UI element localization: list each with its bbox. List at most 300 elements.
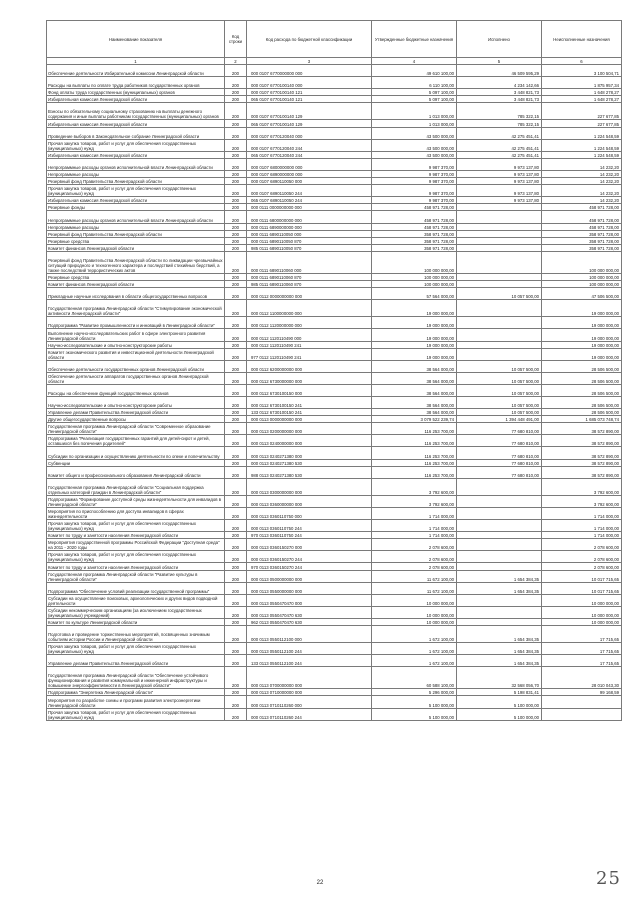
- row-unexecuted-cell: 1 714 000,00: [542, 532, 622, 539]
- row-kbk-cell: 000 0112 0000000000 000: [247, 288, 372, 300]
- row-approved-cell: 116 253 700,00: [372, 459, 457, 466]
- row-name-cell: Управление делами Правительства Ленинградской области: [47, 655, 225, 667]
- row-name-cell: Подпрограмма "Реализация государственных гарантий для детей-сирот и детей, оставшихся без попечения родителей": [47, 435, 225, 447]
- row-unexecuted-cell: 1 714 000,00: [542, 520, 622, 532]
- table-row: [47, 65, 622, 77]
- column-number: 6: [542, 58, 622, 65]
- row-kbk-cell: 133 0112 6730100150 241: [247, 409, 372, 416]
- row-executed-cell: [457, 507, 542, 519]
- row-kbk-cell: 985 0111 6890110050 870: [247, 244, 372, 251]
- table-row: [47, 329, 622, 341]
- row-executed-cell: 5 100 000,00: [457, 696, 542, 708]
- row-executed-cell: 42 275 451,41: [457, 151, 542, 158]
- row-code-cell: 200: [225, 139, 247, 151]
- table-row: [47, 423, 622, 435]
- row-name-cell: Расходы на выплаты по оплате труда работников государственных органов: [47, 77, 225, 89]
- row-kbk-cell: 000 0113 0360110750 000: [247, 507, 372, 519]
- table-row: [47, 606, 622, 618]
- row-approved-cell: 1 013 000,00: [372, 103, 457, 120]
- row-unexecuted-cell: 100 000 000,00: [542, 251, 622, 273]
- row-code-cell: 200: [225, 77, 247, 89]
- row-code-cell: 200: [225, 185, 247, 197]
- row-code-cell: 200: [225, 539, 247, 551]
- row-kbk-cell: 000 0112 6730100150 241: [247, 397, 372, 409]
- row-name-cell: Государственная программа Ленинградской области "Социальная поддержка отдельных категорий граждан в Ленинградской области": [47, 478, 225, 495]
- row-approved-cell: 11 672 100,00: [372, 582, 457, 594]
- row-kbk-cell: 000 0113 0710000000 000: [247, 689, 372, 696]
- column-number-row: [47, 58, 622, 65]
- table-row: [47, 667, 622, 689]
- table-row: [47, 89, 622, 96]
- row-unexecuted-cell: 14 232,20: [542, 158, 622, 170]
- row-code-cell: 200: [225, 329, 247, 341]
- row-approved-cell: 38 564 000,00: [372, 397, 457, 409]
- row-approved-cell: 5 296 000,00: [372, 689, 457, 696]
- row-name-cell: Комитет общего и профессионального образования Ленинградской области: [47, 466, 225, 478]
- row-unexecuted-cell: 38 572 890,00: [542, 466, 622, 478]
- header-approved: Утвержденные бюджетные назначения: [372, 21, 457, 58]
- table-row: [47, 689, 622, 696]
- row-kbk-cell: 000 0113 0550112100 000: [247, 625, 372, 642]
- row-code-cell: 200: [225, 594, 247, 606]
- row-executed-cell: [457, 329, 542, 341]
- row-code-cell: 200: [225, 127, 247, 139]
- row-code-cell: 200: [225, 520, 247, 532]
- row-code-cell: 200: [225, 435, 247, 447]
- row-kbk-cell: 962 0113 0550470470 630: [247, 618, 372, 625]
- row-name-cell: Прочая закупка товаров, работ и услуг для обеспечения государственных (муниципальных) нужд: [47, 708, 225, 720]
- row-code-cell: 200: [225, 409, 247, 416]
- row-executed-cell: 9 973 137,80: [457, 170, 542, 177]
- row-name-cell: Прочая закупка товаров, работ и услуг для обеспечения государственных (муниципальных) нужд: [47, 139, 225, 151]
- row-executed-cell: [457, 237, 542, 244]
- table-row: [47, 96, 622, 103]
- row-code-cell: 200: [225, 65, 247, 77]
- row-code-cell: 200: [225, 317, 247, 329]
- row-approved-cell: 19 000 000,00: [372, 300, 457, 317]
- row-executed-cell: [457, 317, 542, 329]
- row-unexecuted-cell: 19 000 000,00: [542, 329, 622, 341]
- table-row: [47, 281, 622, 288]
- row-kbk-cell: 000 0107 6800000000 000: [247, 158, 372, 170]
- row-approved-cell: 57 564 000,00: [372, 288, 457, 300]
- row-unexecuted-cell: 10 000 000,00: [542, 606, 622, 618]
- row-name-cell: Расходы на обеспечение функций государственных органов: [47, 384, 225, 396]
- row-approved-cell: 38 564 000,00: [372, 409, 457, 416]
- row-approved-cell: 1 672 100,00: [372, 643, 457, 655]
- row-name-cell: Обеспечение деятельности государственных органов Ленинградской области: [47, 360, 225, 372]
- row-approved-cell: 3 792 600,00: [372, 478, 457, 495]
- row-code-cell: 200: [225, 341, 247, 348]
- table-row: [47, 77, 622, 89]
- row-name-cell: Комитет по культуре Ленинградской области: [47, 618, 225, 625]
- row-name-cell: Прочая закупка товаров, работ и услуг для обеспечения государственных (муниципальных) нужд: [47, 551, 225, 563]
- row-executed-cell: 3 448 821,73: [457, 96, 542, 103]
- row-executed-cell: [457, 273, 542, 280]
- row-unexecuted-cell: 28 010 043,30: [542, 667, 622, 689]
- row-code-cell: 200: [225, 551, 247, 563]
- row-name-cell: Прочая закупка товаров, работ и услуг для обеспечения государственных (муниципальных) нужд: [47, 643, 225, 655]
- row-code-cell: 200: [225, 197, 247, 204]
- row-name-cell: Подпрограмма "Развитие промышленности и инноваций в Ленинградской области": [47, 317, 225, 329]
- row-kbk-cell: 000 0107 6770120040 244: [247, 139, 372, 151]
- row-approved-cell: 5 100 000,00: [372, 696, 457, 708]
- row-code-cell: 200: [225, 178, 247, 185]
- row-unexecuted-cell: 38 572 890,00: [542, 447, 622, 459]
- row-code-cell: 200: [225, 96, 247, 103]
- row-approved-cell: 43 500 000,00: [372, 151, 457, 158]
- row-code-cell: 200: [225, 300, 247, 317]
- row-code-cell: 200: [225, 230, 247, 237]
- row-name-cell: Обеспечение деятельности аппаратов государственных органов Ленинградской области: [47, 372, 225, 384]
- row-unexecuted-cell: 2 078 600,00: [542, 563, 622, 570]
- row-name-cell: Государственная программа Ленинградской области "Современное образование Ленинградской области": [47, 423, 225, 435]
- table-row: [47, 466, 622, 478]
- row-approved-cell: 19 000 000,00: [372, 329, 457, 341]
- row-executed-cell: 77 680 810,00: [457, 447, 542, 459]
- row-unexecuted-cell: 1 224 548,59: [542, 139, 622, 151]
- table-row: [47, 170, 622, 177]
- table-row: [47, 197, 622, 204]
- row-unexecuted-cell: 10 000 000,00: [542, 618, 622, 625]
- row-name-cell: Субсидии на осуществление поисковых, археологических и других видов подводной деятельности: [47, 594, 225, 606]
- row-unexecuted-cell: 10 017 715,65: [542, 582, 622, 594]
- row-unexecuted-cell: 19 000 000,00: [542, 317, 622, 329]
- row-executed-cell: 9 973 137,80: [457, 178, 542, 185]
- row-executed-cell: 1 654 384,35: [457, 625, 542, 642]
- table-row: [47, 158, 622, 170]
- row-approved-cell: 10 000 000,00: [372, 606, 457, 618]
- row-executed-cell: 9 973 137,80: [457, 158, 542, 170]
- table-row: [47, 696, 622, 708]
- column-number: 3: [247, 58, 372, 65]
- table-row: [47, 341, 622, 348]
- row-name-cell: Избирательная комиссия Ленинградской области: [47, 197, 225, 204]
- row-code-cell: 200: [225, 223, 247, 230]
- table-row: [47, 495, 622, 507]
- row-unexecuted-cell: 38 572 890,00: [542, 435, 622, 447]
- row-code-cell: 200: [225, 211, 247, 223]
- row-executed-cell: 4 234 142,66: [457, 77, 542, 89]
- row-kbk-cell: 000 0107 6890110050 000: [247, 178, 372, 185]
- row-name-cell: Подпрограмма "Формирование доступной среды жизнедеятельности для инвалидов в Ленинградской области": [47, 495, 225, 507]
- row-executed-cell: 1 654 384,35: [457, 643, 542, 655]
- row-approved-cell: 5 097 100,00: [372, 89, 457, 96]
- row-approved-cell: 6 110 100,00: [372, 77, 457, 89]
- row-kbk-cell: 000 0113 0710110260 244: [247, 708, 372, 720]
- table-row: [47, 317, 622, 329]
- row-name-cell: Государственная программа Ленинградской области "Развитие культуры в Ленинградской области": [47, 570, 225, 582]
- row-code-cell: 200: [225, 151, 247, 158]
- row-executed-cell: [457, 539, 542, 551]
- row-kbk-cell: 000 0113 0240271380 000: [247, 447, 372, 459]
- row-executed-cell: 5 100 000,00: [457, 708, 542, 720]
- row-kbk-cell: 000 0113 0550470470 000: [247, 594, 372, 606]
- row-name-cell: Субвенции: [47, 459, 225, 466]
- row-executed-cell: [457, 478, 542, 495]
- row-executed-cell: [457, 348, 542, 360]
- row-approved-cell: 10 000 000,00: [372, 594, 457, 606]
- row-approved-cell: 116 253 700,00: [372, 447, 457, 459]
- row-unexecuted-cell: 227 677,85: [542, 103, 622, 120]
- row-code-cell: 200: [225, 89, 247, 96]
- table-row: [47, 384, 622, 396]
- header-code: Код строки: [225, 21, 247, 58]
- row-code-cell: 200: [225, 244, 247, 251]
- row-approved-cell: 5 100 000,00: [372, 708, 457, 720]
- row-unexecuted-cell: 19 000 000,00: [542, 348, 622, 360]
- row-code-cell: 200: [225, 708, 247, 720]
- row-approved-cell: 358 971 728,00: [372, 237, 457, 244]
- row-kbk-cell: 000 0111 6890110050 870: [247, 237, 372, 244]
- row-kbk-cell: 000 0112 1120110490 241: [247, 341, 372, 348]
- row-unexecuted-cell: 3 100 504,71: [542, 65, 622, 77]
- row-name-cell: Субсидии по организации и осуществлению деятельности по опеке и попечительству: [47, 447, 225, 459]
- row-executed-cell: 1 654 384,35: [457, 655, 542, 667]
- table-body: [47, 65, 622, 721]
- row-approved-cell: 458 971 728,00: [372, 204, 457, 211]
- row-kbk-cell: 000 0113 0550112100 244: [247, 643, 372, 655]
- row-unexecuted-cell: 14 232,20: [542, 170, 622, 177]
- row-approved-cell: 1 013 000,00: [372, 120, 457, 127]
- row-executed-cell: 77 680 810,00: [457, 466, 542, 478]
- row-code-cell: 200: [225, 618, 247, 625]
- table-row: [47, 478, 622, 495]
- row-approved-cell: 1 714 000,00: [372, 507, 457, 519]
- row-executed-cell: [457, 495, 542, 507]
- row-unexecuted-cell: 1 714 000,00: [542, 507, 622, 519]
- row-code-cell: 200: [225, 273, 247, 280]
- row-name-cell: Комитет по труду и занятости населения Ленинградской области: [47, 563, 225, 570]
- row-executed-cell: [457, 341, 542, 348]
- row-approved-cell: 358 971 728,00: [372, 230, 457, 237]
- row-name-cell: Государственная программа Ленинградской области "Стимулирование экономической активности Ленинградской области": [47, 300, 225, 317]
- row-unexecuted-cell: 1 648 278,27: [542, 96, 622, 103]
- row-kbk-cell: 000 0112 6730100150 000: [247, 384, 372, 396]
- row-executed-cell: 10 057 500,00: [457, 409, 542, 416]
- row-kbk-cell: 000 0113 0240271380 530: [247, 459, 372, 466]
- row-approved-cell: 9 987 370,00: [372, 197, 457, 204]
- row-executed-cell: [457, 300, 542, 317]
- row-kbk-cell: 000 0112 1100000000 000: [247, 300, 372, 317]
- row-approved-cell: 1 672 100,00: [372, 655, 457, 667]
- row-kbk-cell: 000 0111 6800000000 000: [247, 211, 372, 223]
- row-code-cell: 200: [225, 416, 247, 423]
- row-kbk-cell: 000 0113 0240000000 000: [247, 435, 372, 447]
- row-approved-cell: 11 672 100,00: [372, 570, 457, 582]
- table-row: [47, 409, 622, 416]
- row-name-cell: Резервный фонд Правительства Ленинградской области: [47, 230, 225, 237]
- budget-table: [46, 20, 622, 721]
- row-executed-cell: 46 509 595,29: [457, 65, 542, 77]
- table-row: [47, 120, 622, 127]
- row-code-cell: 200: [225, 689, 247, 696]
- row-executed-cell: [457, 251, 542, 273]
- table-row: [47, 288, 622, 300]
- row-name-cell: Подпрограмма "Обеспечение условий реализации государственной программы": [47, 582, 225, 594]
- row-approved-cell: 2 078 600,00: [372, 551, 457, 563]
- row-kbk-cell: 000 0113 0360110750 244: [247, 520, 372, 532]
- row-approved-cell: 3 792 600,00: [372, 495, 457, 507]
- row-code-cell: 200: [225, 625, 247, 642]
- row-executed-cell: [457, 594, 542, 606]
- table-row: [47, 643, 622, 655]
- row-executed-cell: [457, 230, 542, 237]
- row-code-cell: 200: [225, 643, 247, 655]
- row-approved-cell: 116 253 700,00: [372, 466, 457, 478]
- row-code-cell: 200: [225, 466, 247, 478]
- row-code-cell: 200: [225, 384, 247, 396]
- row-unexecuted-cell: 1 224 548,59: [542, 127, 622, 139]
- table-row: [47, 582, 622, 594]
- row-name-cell: Фонд оплаты труда государственных (муниципальных) органов: [47, 89, 225, 96]
- row-approved-cell: 38 564 000,00: [372, 360, 457, 372]
- row-kbk-cell: 065 0107 6890110050 244: [247, 197, 372, 204]
- row-kbk-cell: 000 0107 6770100140 121: [247, 89, 372, 96]
- row-kbk-cell: 000 0112 6200000000 000: [247, 360, 372, 372]
- row-unexecuted-cell: 19 000 000,00: [542, 341, 622, 348]
- row-kbk-cell: 000 0107 6770100140 000: [247, 77, 372, 89]
- table-row: [47, 237, 622, 244]
- row-code-cell: 200: [225, 582, 247, 594]
- table-row: [47, 708, 622, 720]
- row-executed-cell: 42 275 451,41: [457, 127, 542, 139]
- table-row: [47, 507, 622, 519]
- row-name-cell: Управление делами Правительства Ленинградской области: [47, 409, 225, 416]
- row-approved-cell: 9 987 370,00: [372, 170, 457, 177]
- row-code-cell: 200: [225, 170, 247, 177]
- row-approved-cell: 19 000 000,00: [372, 341, 457, 348]
- row-kbk-cell: 000 0113 0360000000 000: [247, 495, 372, 507]
- table-row: [47, 178, 622, 185]
- row-code-cell: 200: [225, 478, 247, 495]
- row-kbk-cell: 000 0107 6890000000 000: [247, 170, 372, 177]
- row-approved-cell: 19 000 000,00: [372, 317, 457, 329]
- row-name-cell: Комитет экономического развития и инвестиционной деятельности Ленинградской области: [47, 348, 225, 360]
- row-kbk-cell: 000 0107 6770100140 129: [247, 103, 372, 120]
- row-unexecuted-cell: 358 971 728,00: [542, 244, 622, 251]
- row-kbk-cell: 000 0113 0550470470 630: [247, 606, 372, 618]
- row-approved-cell: 9 987 370,00: [372, 178, 457, 185]
- row-executed-cell: 1 394 448 491,00: [457, 416, 542, 423]
- row-name-cell: Непрограммные расходы: [47, 223, 225, 230]
- row-kbk-cell: 000 0111 6890110060 000: [247, 251, 372, 273]
- row-code-cell: 200: [225, 348, 247, 360]
- row-unexecuted-cell: 358 971 728,00: [542, 237, 622, 244]
- row-code-cell: 200: [225, 570, 247, 582]
- header-name: Наименование показателя: [47, 21, 225, 58]
- row-name-cell: Обеспечение деятельности Избирательной комиссии Ленинградской области: [47, 65, 225, 77]
- row-code-cell: 200: [225, 251, 247, 273]
- row-unexecuted-cell: 17 715,65: [542, 655, 622, 667]
- row-executed-cell: 785 322,15: [457, 120, 542, 127]
- row-executed-cell: [457, 244, 542, 251]
- table-row: [47, 397, 622, 409]
- row-kbk-cell: 133 0113 0550112100 244: [247, 655, 372, 667]
- row-kbk-cell: 000 0107 6890110050 244: [247, 185, 372, 197]
- row-approved-cell: 9 987 370,00: [372, 185, 457, 197]
- row-name-cell: Комитет по труду и занятости населения Ленинградской области: [47, 532, 225, 539]
- row-name-cell: Прочая закупка товаров, работ и услуг для обеспечения государственных (муниципальных) нужд: [47, 520, 225, 532]
- row-executed-cell: [457, 606, 542, 618]
- row-unexecuted-cell: 2 078 600,00: [542, 551, 622, 563]
- row-code-cell: 200: [225, 696, 247, 708]
- row-unexecuted-cell: 14 232,20: [542, 197, 622, 204]
- row-approved-cell: 116 253 700,00: [372, 435, 457, 447]
- table-row: [47, 348, 622, 360]
- row-code-cell: 200: [225, 667, 247, 689]
- row-approved-cell: 100 000 000,00: [372, 281, 457, 288]
- row-kbk-cell: 000 0107 6770120040 000: [247, 127, 372, 139]
- row-name-cell: Комитет финансов Ленинградской области: [47, 281, 225, 288]
- row-unexecuted-cell: 100 000 000,00: [542, 273, 622, 280]
- row-executed-cell: 10 057 500,00: [457, 360, 542, 372]
- row-kbk-cell: 065 0107 6770120040 244: [247, 151, 372, 158]
- row-approved-cell: 2 078 600,00: [372, 539, 457, 551]
- row-unexecuted-cell: 227 677,85: [542, 120, 622, 127]
- row-executed-cell: 1 654 384,35: [457, 570, 542, 582]
- row-name-cell: Резервные фонды: [47, 204, 225, 211]
- row-executed-cell: [457, 223, 542, 230]
- table-row: [47, 618, 622, 625]
- table-row: [47, 204, 622, 211]
- row-name-cell: Мероприятия государственной программы Российской Федерации "Доступная среда" на 2011 - 2020 годы: [47, 539, 225, 551]
- row-unexecuted-cell: 10 000 000,00: [542, 594, 622, 606]
- row-approved-cell: 1 714 000,00: [372, 520, 457, 532]
- row-kbk-cell: 985 0111 6890110060 870: [247, 281, 372, 288]
- row-kbk-cell: 000 0113 0000000000 000: [247, 416, 372, 423]
- row-approved-cell: 358 971 728,00: [372, 244, 457, 251]
- row-name-cell: Субсидии некоммерческим организациям (за исключением государственных (муниципальных) учреждений): [47, 606, 225, 618]
- row-name-cell: Резервные средства: [47, 237, 225, 244]
- row-code-cell: 200: [225, 459, 247, 466]
- row-approved-cell: 49 610 100,00: [372, 65, 457, 77]
- row-kbk-cell: 000 0112 1120110490 000: [247, 329, 372, 341]
- row-kbk-cell: 000 0111 6890110050 000: [247, 230, 372, 237]
- row-name-cell: Прикладные научные исследования в области общегосударственных вопросов: [47, 288, 225, 300]
- row-code-cell: 200: [225, 423, 247, 435]
- row-approved-cell: 100 000 000,00: [372, 251, 457, 273]
- header-unexecuted: Неисполненные назначения: [542, 21, 622, 58]
- table-row: [47, 223, 622, 230]
- row-kbk-cell: 000 0111 6890000000 000: [247, 223, 372, 230]
- row-code-cell: 200: [225, 281, 247, 288]
- row-unexecuted-cell: 1 875 957,34: [542, 77, 622, 89]
- table-row: [47, 655, 622, 667]
- row-executed-cell: 3 448 821,73: [457, 89, 542, 96]
- table-row: [47, 273, 622, 280]
- row-unexecuted-cell: 458 971 728,00: [542, 204, 622, 211]
- table-row: [47, 594, 622, 606]
- row-executed-cell: 77 680 810,00: [457, 459, 542, 466]
- row-code-cell: 200: [225, 507, 247, 519]
- row-kbk-cell: 988 0113 0240271380 530: [247, 466, 372, 478]
- row-unexecuted-cell: 14 232,20: [542, 178, 622, 185]
- row-approved-cell: 100 000 000,00: [372, 273, 457, 280]
- header-kbk: Код расхода по бюджетной классификации: [247, 21, 372, 58]
- table-row: [47, 435, 622, 447]
- row-code-cell: 200: [225, 495, 247, 507]
- row-kbk-cell: 970 0113 0360110750 244: [247, 532, 372, 539]
- row-unexecuted-cell: 458 971 728,00: [542, 211, 622, 223]
- table-row: [47, 127, 622, 139]
- row-executed-cell: 10 057 500,00: [457, 372, 542, 384]
- row-executed-cell: 785 322,15: [457, 103, 542, 120]
- row-unexecuted-cell: 458 971 728,00: [542, 223, 622, 230]
- budget-report-sheet: [46, 20, 621, 721]
- row-approved-cell: 3 079 522 239,74: [372, 416, 457, 423]
- row-executed-cell: 5 198 831,41: [457, 689, 542, 696]
